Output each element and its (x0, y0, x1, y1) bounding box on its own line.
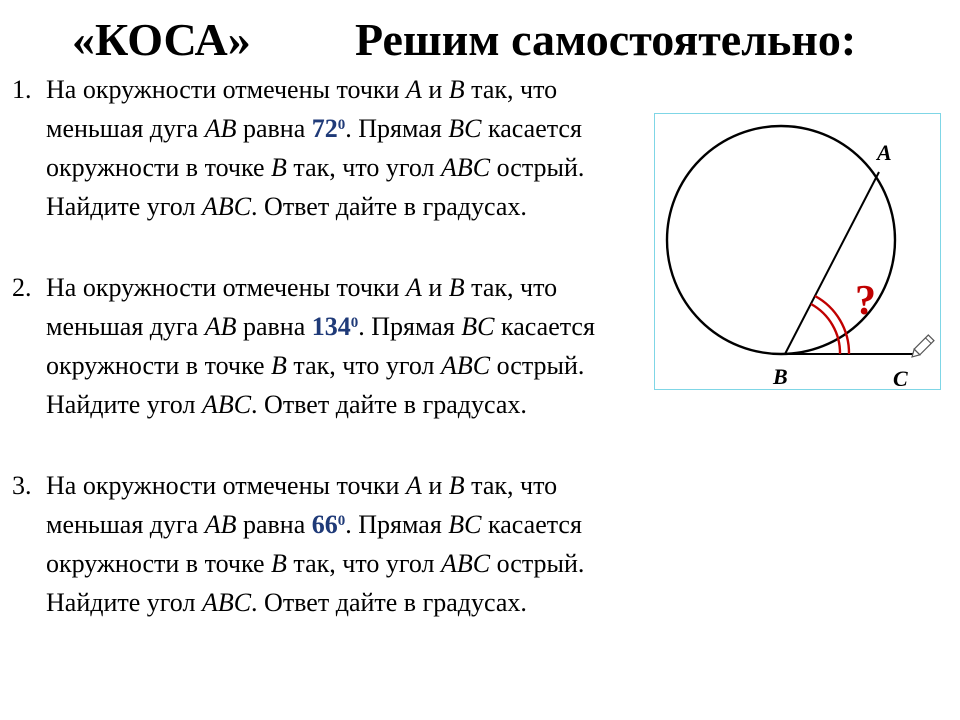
label-b: B (773, 364, 788, 389)
arc-value: $134^0$ (311, 312, 359, 341)
problem-text: На окружности отмечены точки A и B так, что меньшая дуга AB равна $72^0$. Прямая BC касается окружности в точке B так, что угол ABC острый. Найдите угол ABC. Ответ дайте в градусах. (46, 75, 585, 221)
question-mark: ? (855, 278, 876, 324)
problem-text: На окружности отмечены точки A и B так, что меньшая дуга AB равна $134^0$. Прямая BC касается окружности в точке B так, что угол ABC острый. Найдите угол ABC. Ответ дайте в градусах. (46, 273, 595, 419)
figure-svg (655, 114, 942, 391)
geometry-figure (654, 113, 941, 390)
problem-number: 1. (12, 75, 32, 104)
arc-value: $66^0$ (311, 510, 346, 539)
problem-number: 2. (12, 273, 32, 302)
label-a: A (877, 140, 892, 165)
chord-ab (785, 172, 879, 354)
header-tag: «КОСА» (72, 14, 251, 65)
pencil-icon (909, 335, 934, 360)
problem-number: 3. (12, 471, 32, 500)
slide-header (0, 10, 960, 70)
problem-text: На окружности отмечены точки A и B так, что меньшая дуга AB равна $66^0$. Прямая BC касается окружности в точке B так, что угол ABC острый. Найдите угол ABC. Ответ дайте в градусах. (46, 471, 585, 617)
label-c: C (893, 366, 908, 391)
problem-2 (12, 268, 642, 424)
problem-3 (12, 466, 642, 622)
page-title: Решим самостоятельно: (355, 14, 857, 65)
problem-1 (12, 70, 642, 226)
arc-value: $72^0$ (311, 114, 346, 143)
angle-arc-inner (811, 304, 840, 354)
